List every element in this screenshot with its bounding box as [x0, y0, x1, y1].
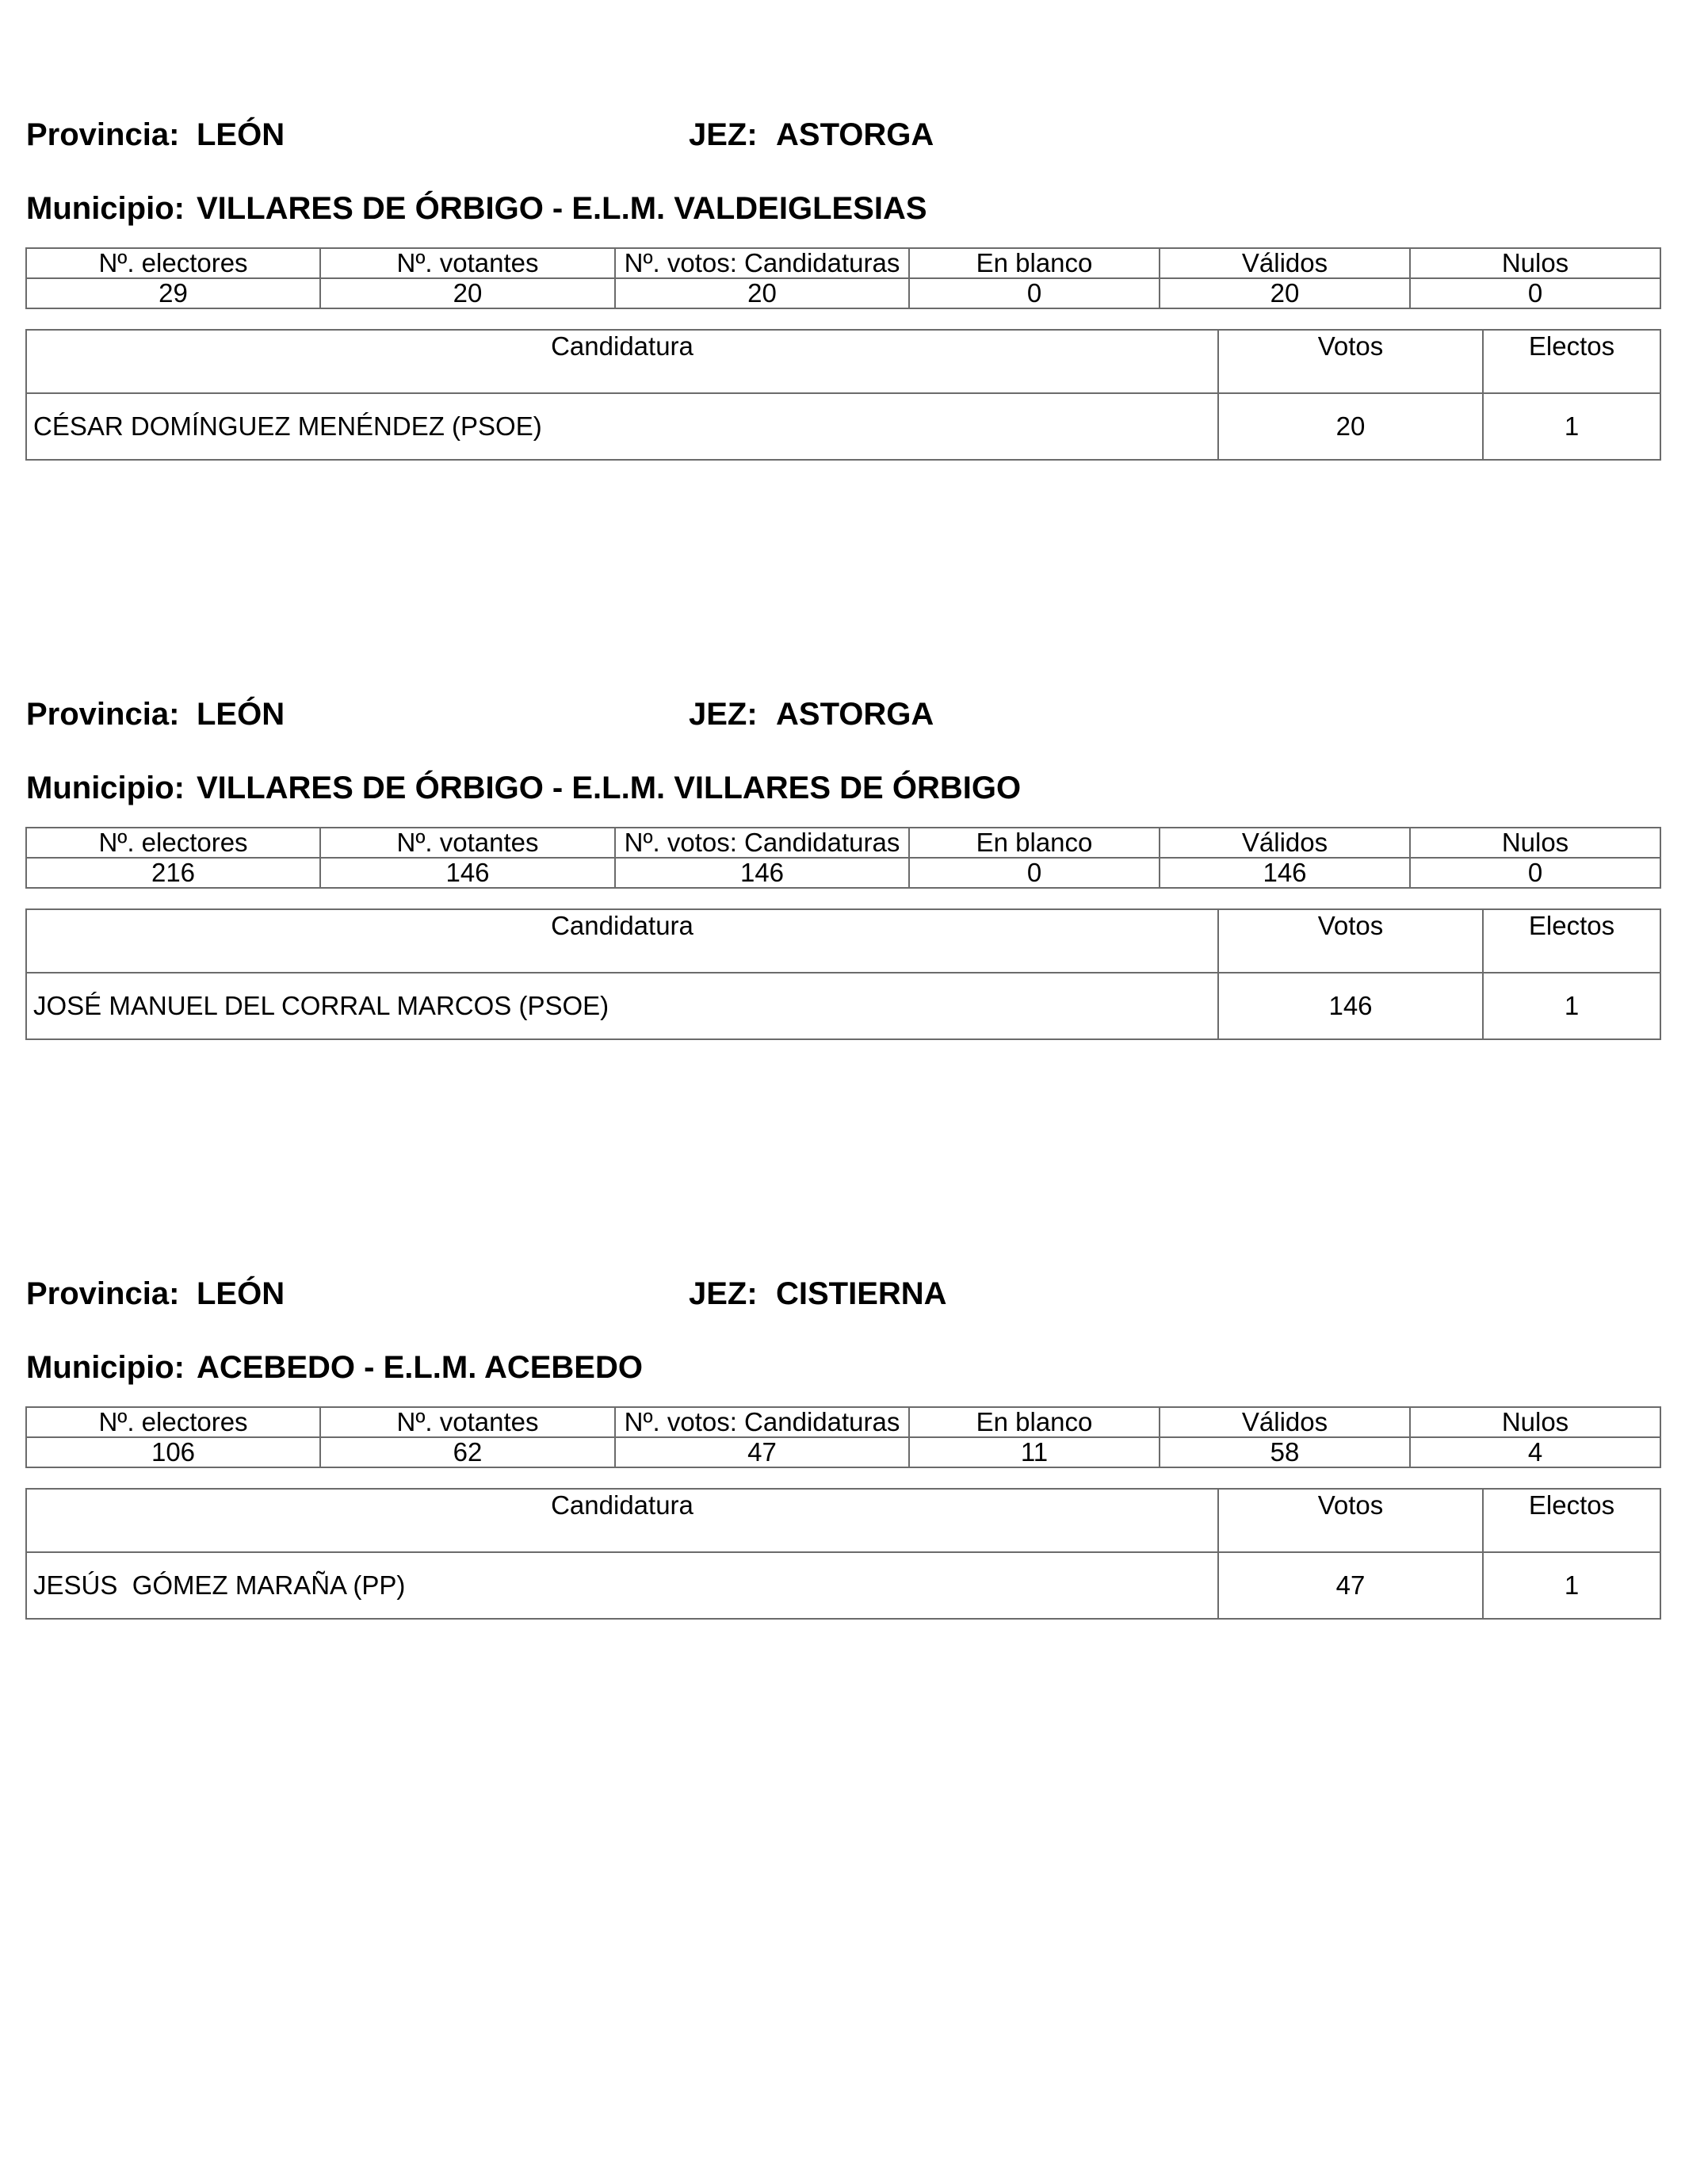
- provincia-value: LEÓN: [197, 117, 285, 152]
- jez-label: JEZ:: [689, 697, 758, 732]
- candidates-header-row: [26, 909, 1660, 973]
- stats-value-cell: 0: [909, 858, 1160, 888]
- provincia-value: LEÓN: [197, 1276, 285, 1311]
- stats-value-cell: 0: [1410, 278, 1660, 308]
- candidate-votos: 47: [1218, 1552, 1483, 1619]
- stats-header-cell: En blanco: [909, 1407, 1160, 1437]
- stats-value-cell: 20: [1160, 278, 1410, 308]
- stats-header-row: [26, 248, 1660, 278]
- jez-label: JEZ:: [689, 1276, 758, 1311]
- stats-value-cell: 20: [320, 278, 615, 308]
- stats-table: [25, 827, 1661, 889]
- candidate-name: JOSÉ MANUEL DEL CORRAL MARCOS (PSOE): [26, 973, 1218, 1039]
- stats-value-cell: 62: [320, 1437, 615, 1467]
- stats-value-cell: 146: [1160, 858, 1410, 888]
- candidates-table: [25, 1488, 1661, 1620]
- votos-header: Votos: [1218, 1489, 1483, 1552]
- stats-header-cell: Nulos: [1410, 828, 1660, 858]
- stats-table: [25, 247, 1661, 309]
- stats-header-cell: Nº. votos: Candidaturas: [615, 1407, 909, 1437]
- stats-header-cell: Nº. electores: [26, 1407, 320, 1437]
- electos-header: Electos: [1483, 1489, 1660, 1552]
- stats-value-cell: 216: [26, 858, 320, 888]
- votos-header: Votos: [1218, 909, 1483, 973]
- municipio-label: Municipio:: [26, 1350, 185, 1385]
- stats-header-cell: Válidos: [1160, 248, 1410, 278]
- stats-header-cell: Nº. electores: [26, 248, 320, 278]
- candidate-votos: 146: [1218, 973, 1483, 1039]
- stats-header-cell: Válidos: [1160, 828, 1410, 858]
- stats-header-cell: En blanco: [909, 248, 1160, 278]
- stats-header-cell: Válidos: [1160, 1407, 1410, 1437]
- stats-header-cell: Nº. electores: [26, 828, 320, 858]
- stats-value-row: [26, 858, 1660, 888]
- electos-header: Electos: [1483, 330, 1660, 393]
- stats-header-cell: Nulos: [1410, 248, 1660, 278]
- stats-value-cell: 29: [26, 278, 320, 308]
- stats-header-row: [26, 828, 1660, 858]
- candidate-row: [26, 393, 1660, 460]
- candidates-table: [25, 908, 1661, 1040]
- candidate-electos: 1: [1483, 973, 1660, 1039]
- stats-header-cell: Nº. votantes: [320, 1407, 615, 1437]
- provincia-label: Provincia:: [26, 1276, 180, 1311]
- electos-header: Electos: [1483, 909, 1660, 973]
- stats-value-cell: 20: [615, 278, 909, 308]
- jez-value: CISTIERNA: [776, 1276, 947, 1311]
- provincia-label: Provincia:: [26, 117, 180, 152]
- stats-value-row: [26, 1437, 1660, 1467]
- votos-header: Votos: [1218, 330, 1483, 393]
- stats-header-cell: Nº. votos: Candidaturas: [615, 248, 909, 278]
- stats-table: [25, 1406, 1661, 1468]
- stats-value-cell: 146: [320, 858, 615, 888]
- jez-label: JEZ:: [689, 117, 758, 152]
- stats-value-cell: 0: [909, 278, 1160, 308]
- stats-value-cell: 4: [1410, 1437, 1660, 1467]
- stats-value-row: [26, 278, 1660, 308]
- candidates-header-row: [26, 330, 1660, 393]
- stats-value-cell: 106: [26, 1437, 320, 1467]
- provincia-value: LEÓN: [197, 697, 285, 732]
- candidates-table: [25, 329, 1661, 461]
- candidate-electos: 1: [1483, 393, 1660, 460]
- jez-value: ASTORGA: [776, 697, 934, 732]
- provincia-label: Provincia:: [26, 697, 180, 732]
- candidatura-header: Candidatura: [26, 330, 1218, 393]
- stats-header-cell: Nº. votantes: [320, 828, 615, 858]
- candidates-header-row: [26, 1489, 1660, 1552]
- stats-header-cell: Nº. votantes: [320, 248, 615, 278]
- candidatura-header: Candidatura: [26, 1489, 1218, 1552]
- candidate-votos: 20: [1218, 393, 1483, 460]
- municipio-value: VILLARES DE ÓRBIGO - E.L.M. VILLARES DE ÓRBIGO: [197, 771, 1022, 805]
- candidate-name: JESÚS GÓMEZ MARAÑA (PP): [26, 1552, 1218, 1619]
- candidatura-header: Candidatura: [26, 909, 1218, 973]
- stats-value-cell: 146: [615, 858, 909, 888]
- stats-value-cell: 11: [909, 1437, 1160, 1467]
- stats-value-cell: 0: [1410, 858, 1660, 888]
- municipio-value: VILLARES DE ÓRBIGO - E.L.M. VALDEIGLESIAS: [197, 191, 927, 226]
- stats-header-cell: En blanco: [909, 828, 1160, 858]
- candidate-electos: 1: [1483, 1552, 1660, 1619]
- stats-header-cell: Nulos: [1410, 1407, 1660, 1437]
- stats-value-cell: 47: [615, 1437, 909, 1467]
- municipio-label: Municipio:: [26, 191, 185, 226]
- jez-value: ASTORGA: [776, 117, 934, 152]
- stats-header-row: [26, 1407, 1660, 1437]
- municipio-label: Municipio:: [26, 771, 185, 805]
- stats-header-cell: Nº. votos: Candidaturas: [615, 828, 909, 858]
- candidate-row: [26, 1552, 1660, 1619]
- municipio-value: ACEBEDO - E.L.M. ACEBEDO: [197, 1350, 643, 1385]
- candidate-row: [26, 973, 1660, 1039]
- candidate-name: CÉSAR DOMÍNGUEZ MENÉNDEZ (PSOE): [26, 393, 1218, 460]
- stats-value-cell: 58: [1160, 1437, 1410, 1467]
